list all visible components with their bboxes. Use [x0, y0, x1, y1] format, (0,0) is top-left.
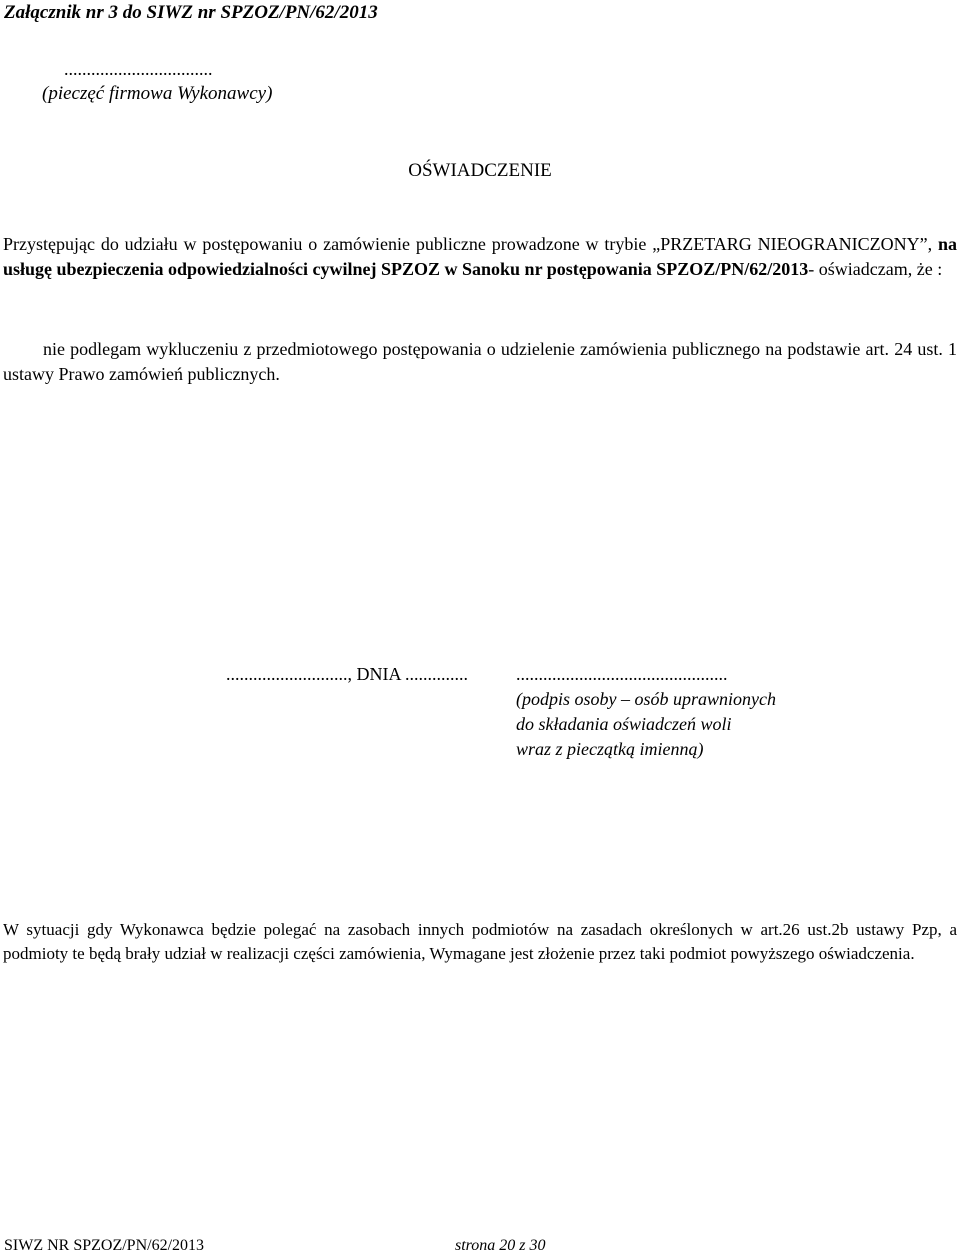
attachment-title: Załącznik nr 3 do SIWZ nr SPZOZ/PN/62/2013 — [4, 2, 378, 23]
signature-caption-line2: do składania oświadczeń woli — [516, 714, 732, 734]
company-seal-placeholder: ................................. — [64, 59, 213, 79]
declaration-statement: nie podlegam wykluczeniu z przedmiotowego postępowania o udzielenie zamówienia publicznego na podstawie art. 24 ust. 1 ustawy Prawo zamówień publicznych. — [3, 339, 957, 384]
footer-document-id: SIWZ NR SPZOZ/PN/62/2013 — [4, 1237, 205, 1254]
document-heading: OŚWIADCZENIE — [408, 160, 552, 181]
place-date-field: ..........................., DNIA .............. — [226, 664, 468, 684]
intro-procurement-subject: na usługę ubezpieczenia odpowiedzialności cywilnej SPZOZ w Sanoku nr postępowania SPZOZ/PN/62/2013 — [3, 234, 957, 279]
footer-page-number: strona 20 z 30 — [455, 1237, 546, 1254]
signature-caption-line1: (podpis osoby – osób uprawnionych — [516, 689, 776, 709]
signature-caption-line3: wraz z pieczątką imienną) — [516, 739, 704, 759]
intro-paragraph — [3, 232, 957, 282]
company-seal-label: (pieczęć firmowa Wykonawcy) — [42, 83, 273, 104]
intro-text-start: Przystępując do udziału w postępowaniu o zamówienie publiczne prowadzone w trybie „PRZETARG NIEOGRANICZONY”, — [3, 234, 938, 254]
signature-caption — [516, 687, 776, 762]
intro-text-end: - oświadczam, że : — [808, 259, 943, 279]
signature-placeholder: ............................................... — [516, 664, 728, 684]
third-party-resources-note: W sytuacji gdy Wykonawca będzie polegać na zasobach innych podmiotów na zasadach określonych w art.26 ust.2b ustawy Pzp, a podmioty te będą brały udział w realizacji części zamówienia, Wymagane jest złożenie przez taki podmiot powyższego oświadczenia. — [3, 920, 957, 963]
